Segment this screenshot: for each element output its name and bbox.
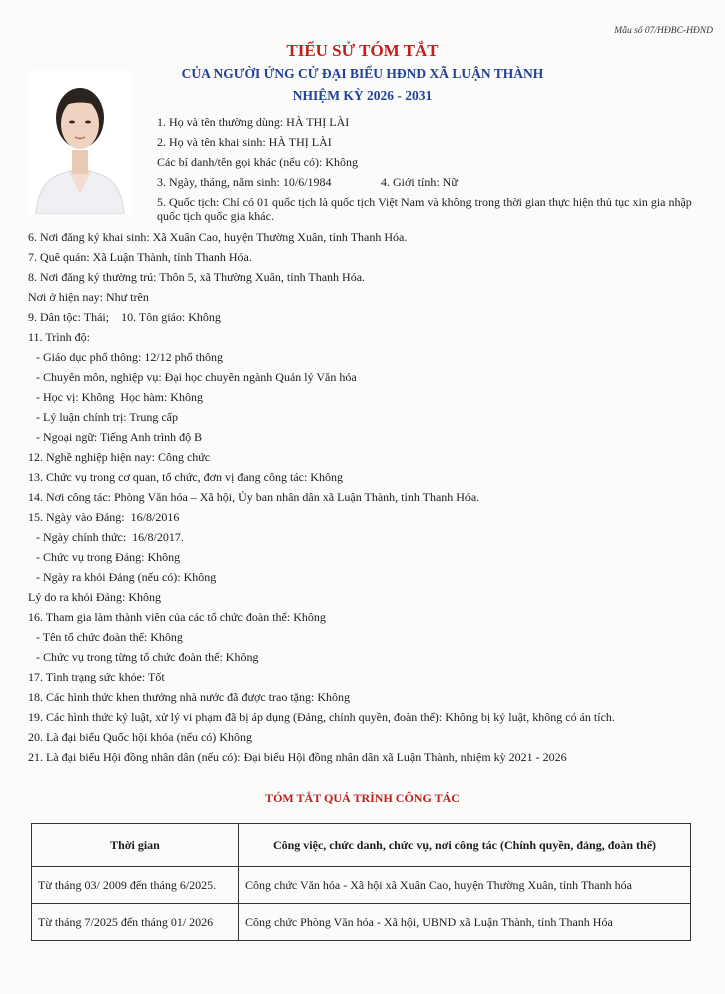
education-heading: 11. Trình độ: bbox=[28, 330, 90, 344]
general-education: - Giáo dục phổ thông: 12/12 phổ thông bbox=[36, 350, 223, 364]
disciplinary-record: 19. Các hình thức kỷ luật, xử lý vi phạm đã bị áp dụng (Đảng, chính quyền, đoàn thể): Không bị kỷ luật, không có án tích. bbox=[28, 710, 615, 724]
permanent-residence: 8. Nơi đăng ký thường trú: Thôn 5, xã Thường Xuân, tỉnh Thanh Hóa. bbox=[28, 270, 366, 284]
professional-qualification: - Chuyên môn, nghiệp vụ: Đại học chuyên ngành Quản lý Văn hóa bbox=[36, 370, 357, 384]
organization-name: - Tên tổ chức đoàn thể: Không bbox=[36, 630, 183, 644]
health-status: 17. Tình trạng sức khỏe: Tốt bbox=[28, 670, 165, 684]
table-header-period: Thời gian bbox=[32, 824, 239, 867]
organization-membership: 16. Tham gia làm thành viên của các tổ chức đoàn thể: Không bbox=[28, 610, 326, 624]
date-of-birth: 3. Ngày, tháng, năm sinh: 10/6/1984 bbox=[157, 175, 332, 189]
table-cell-role: Công chức Phòng Văn hóa - Xã hội, UBND xã Luận Thành, tỉnh Thanh Hóa bbox=[239, 904, 691, 941]
form-number: Mẫu số 07/HĐBC-HĐND bbox=[614, 26, 713, 36]
occupation: 12. Nghề nghiệp hiện nay: Công chức bbox=[28, 450, 211, 464]
portrait-photo bbox=[28, 70, 132, 214]
state-awards: 18. Các hình thức khen thưởng nhà nước đã được trao tặng: Không bbox=[28, 690, 350, 704]
table-cell-period: Từ tháng 7/2025 đến tháng 01/ 2026 bbox=[32, 904, 239, 941]
table-row bbox=[32, 867, 691, 904]
national-assembly-delegate: 20. Là đại biểu Quốc hội khóa (nếu có) Không bbox=[28, 730, 252, 744]
work-history-title: TÓM TẮT QUÁ TRÌNH CÔNG TÁC bbox=[265, 791, 460, 805]
party-join-date: 15. Ngày vào Đảng: 16/8/2016 bbox=[28, 510, 180, 524]
party-leave-reason: Lý do ra khỏi Đảng: Không bbox=[28, 590, 161, 604]
organization-position: - Chức vụ trong từng tổ chức đoàn thể: Không bbox=[36, 650, 259, 664]
workplace: 14. Nơi công tác: Phòng Văn hóa – Xã hội, Ủy ban nhân dân xã Luận Thành, tỉnh Thanh Hóa. bbox=[28, 490, 480, 504]
document-subtitle: CỦA NGƯỜI ỨNG CỬ ĐẠI BIỂU HĐND XÃ LUẬN THÀNH bbox=[181, 66, 544, 81]
ethnicity-religion: 9. Dân tộc: Thái; 10. Tôn giáo: Không bbox=[28, 310, 221, 324]
current-residence: Nơi ở hiện nay: Như trên bbox=[28, 290, 149, 304]
academic-degree: - Học vị: Không Học hàm: Không bbox=[36, 390, 203, 404]
hometown: 7. Quê quán: Xã Luận Thành, tỉnh Thanh Hóa. bbox=[28, 250, 252, 264]
term-subtitle: NHIỆM KỲ 2026 - 2031 bbox=[292, 88, 433, 103]
table-cell-period: Từ tháng 03/ 2009 đến tháng 6/2025. bbox=[32, 867, 239, 904]
party-leave-date: - Ngày ra khỏi Đảng (nếu có): Không bbox=[36, 570, 217, 584]
position: 13. Chức vụ trong cơ quan, tổ chức, đơn vị đang công tác: Không bbox=[28, 470, 343, 484]
birth-registration: 6. Nơi đăng ký khai sinh: Xã Xuân Cao, huyện Thường Xuân, tỉnh Thanh Hóa. bbox=[28, 230, 408, 244]
gender: 4. Giới tính: Nữ bbox=[381, 175, 458, 189]
party-official-date: - Ngày chính thức: 16/8/2017. bbox=[36, 530, 184, 544]
table-row bbox=[32, 904, 691, 941]
work-history-table bbox=[31, 823, 691, 941]
peoples-council-delegate: 21. Là đại biểu Hội đồng nhân dân (nếu có): Đại biểu Hội đồng nhân dân xã Luận Thành, nhiệm kỳ 2021 - 2026 bbox=[28, 750, 567, 764]
table-header-row bbox=[32, 824, 691, 867]
aliases: Các bí danh/tên gọi khác (nếu có): Không bbox=[157, 155, 358, 169]
party-position: - Chức vụ trong Đảng: Không bbox=[36, 550, 181, 564]
birth-name: 2. Họ và tên khai sinh: HÀ THỊ LÀI bbox=[157, 135, 332, 149]
table-header-role: Công việc, chức danh, chức vụ, nơi công tác (Chính quyền, đảng, đoàn thể) bbox=[239, 824, 691, 867]
foreign-language: - Ngoại ngữ: Tiếng Anh trình độ B bbox=[36, 430, 203, 444]
table-cell-role: Công chức Văn hóa - Xã hội xã Xuân Cao, huyện Thường Xuân, tỉnh Thanh hóa bbox=[239, 867, 691, 904]
political-theory: - Lý luận chính trị: Trung cấp bbox=[36, 410, 178, 424]
common-name: 1. Họ và tên thường dùng: HÀ THỊ LÀI bbox=[157, 115, 350, 129]
nationality: 5. Quốc tịch: Chỉ có 01 quốc tịch là quốc tịch Việt Nam và không trong thời gian thực hiện thủ tục xin gia nhập quốc tịch quốc gia khác. bbox=[157, 195, 692, 223]
document-title: TIỂU SỬ TÓM TẮT bbox=[286, 41, 439, 60]
